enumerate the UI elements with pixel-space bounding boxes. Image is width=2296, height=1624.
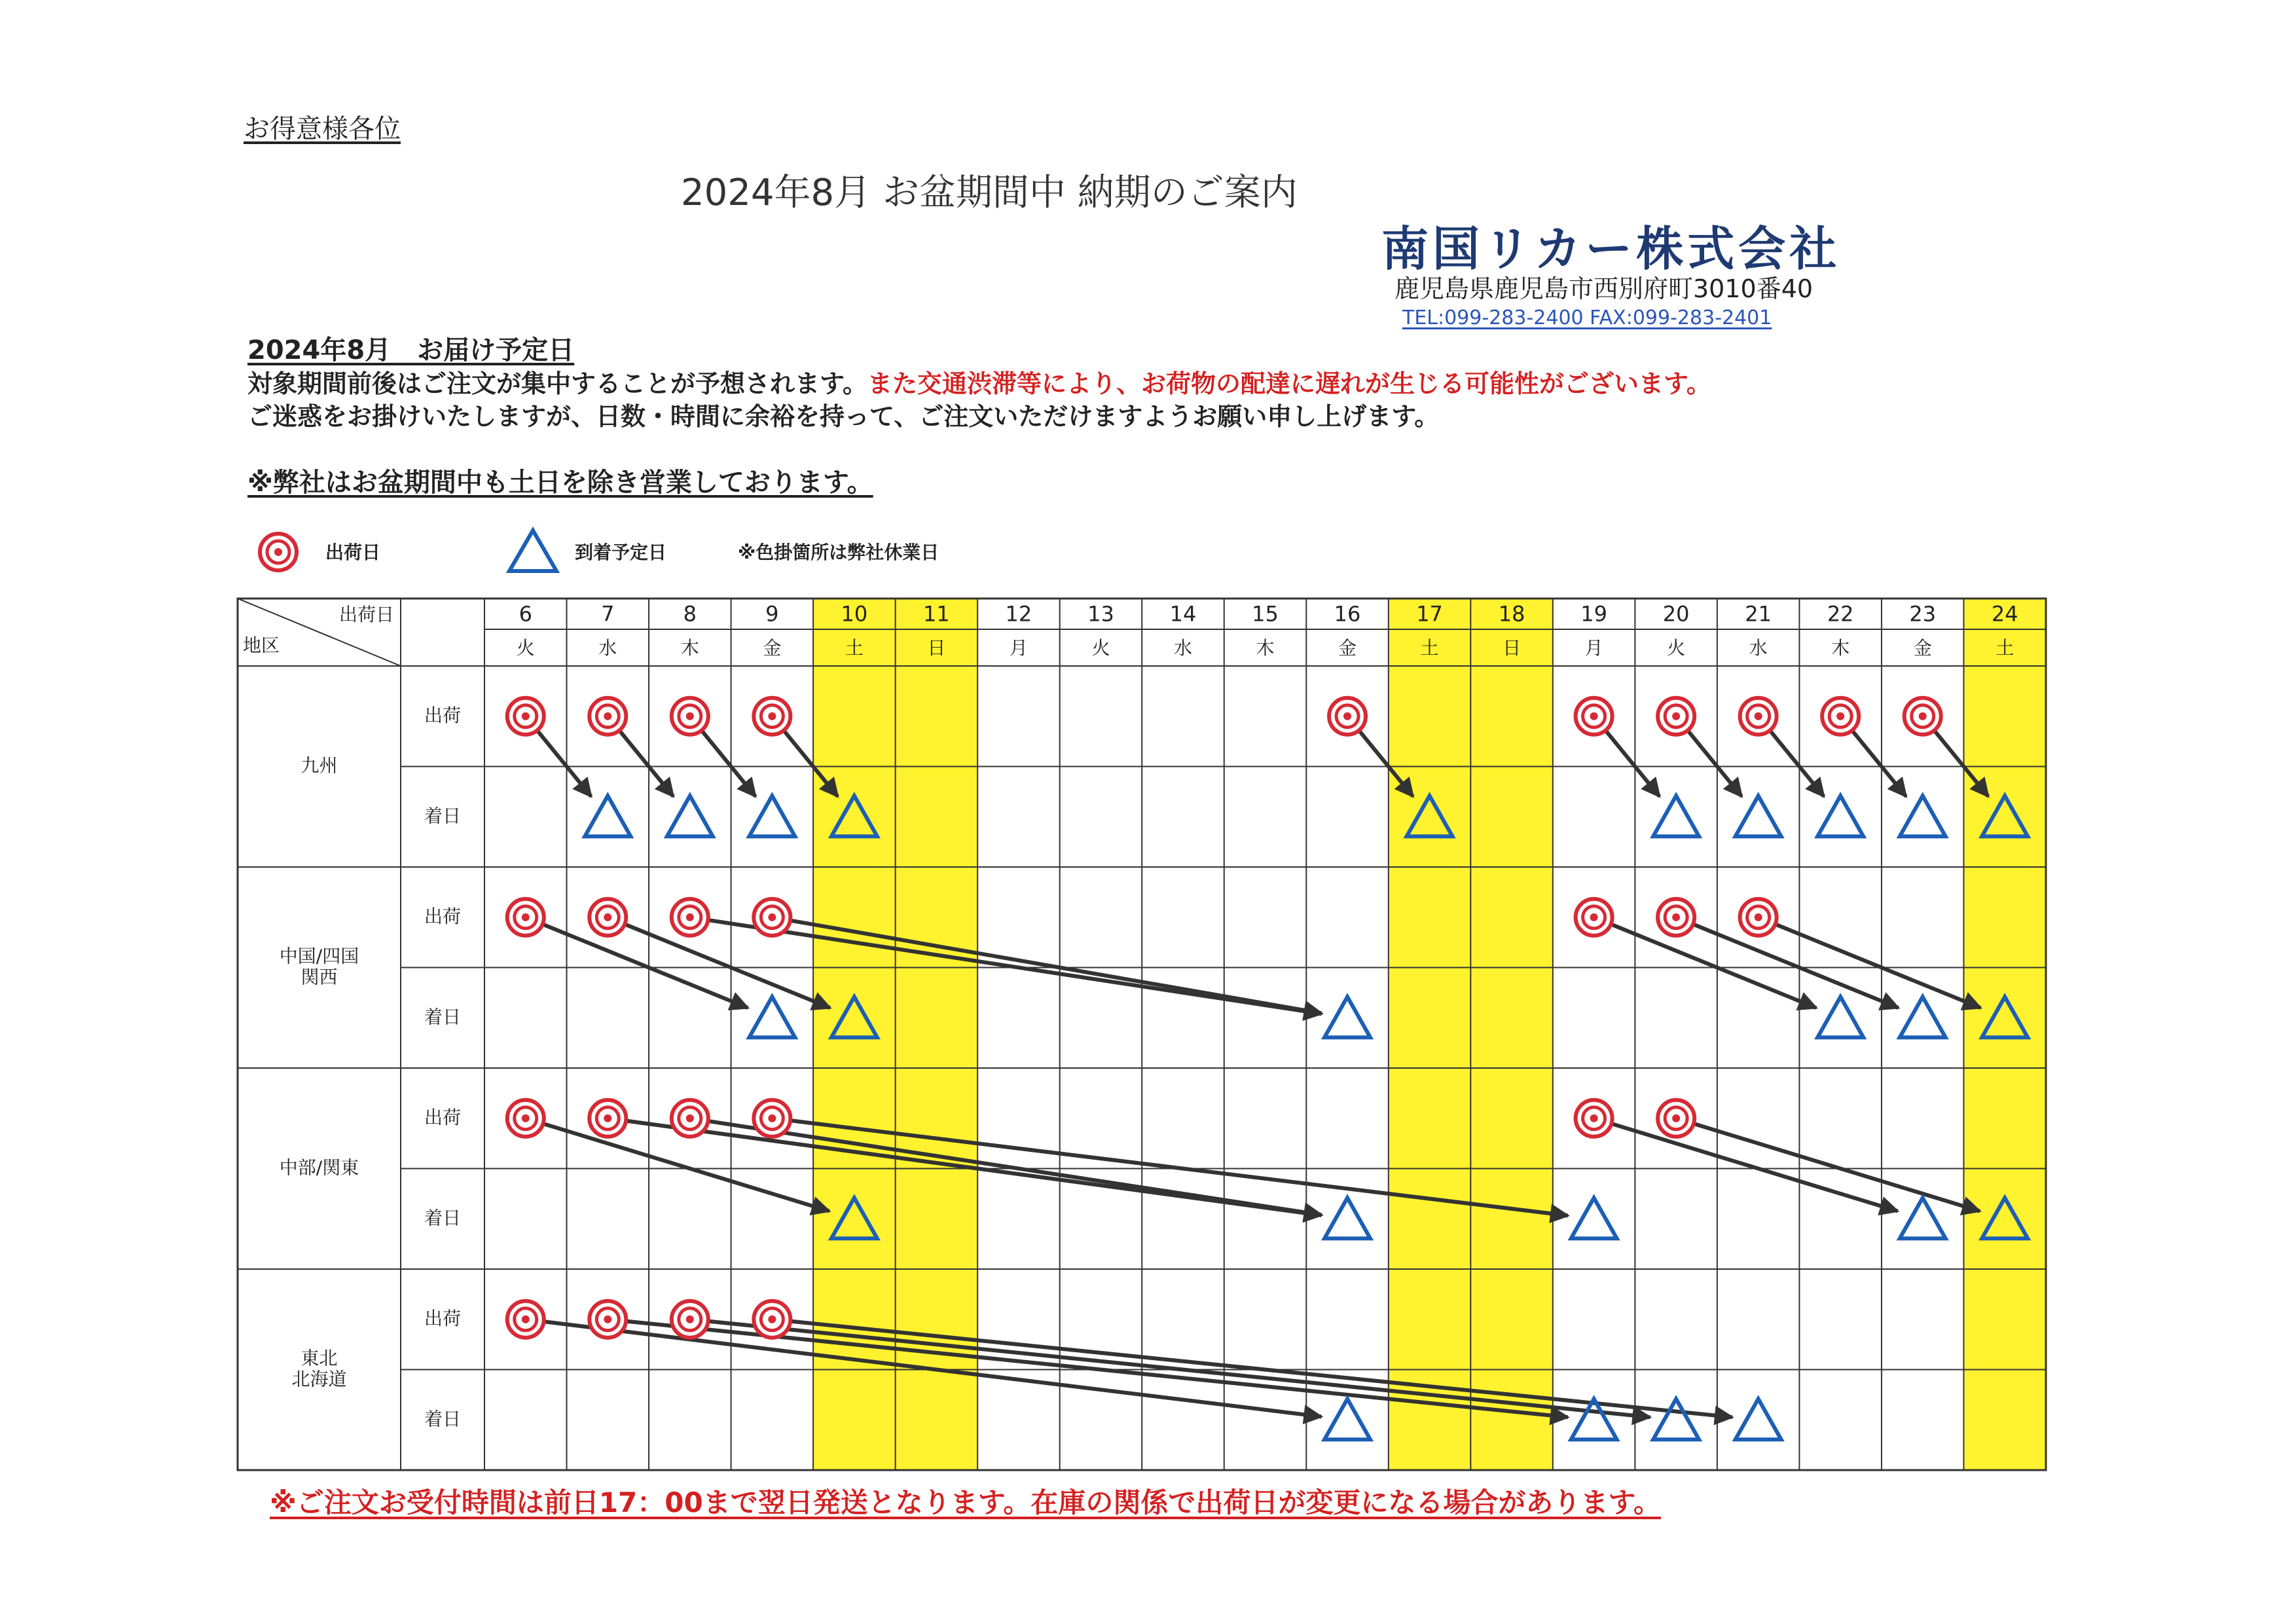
- ship-marker: [672, 1301, 708, 1338]
- route-arrow: [624, 924, 830, 1008]
- day-weekday: 水: [598, 637, 617, 659]
- day-number: 16: [1334, 601, 1361, 627]
- day-number: 24: [1991, 601, 2018, 627]
- day-number: 6: [519, 601, 532, 627]
- arrival-marker: [1817, 997, 1863, 1037]
- route-arrow: [1851, 730, 1906, 797]
- ship-marker: [1576, 698, 1613, 735]
- day-number: 23: [1909, 601, 1937, 627]
- holiday-column: [1470, 599, 1553, 1470]
- region-name: 九州: [301, 754, 338, 777]
- ship-marker: [1576, 899, 1613, 936]
- day-weekday: 木: [1831, 637, 1850, 659]
- day-weekday: 火: [1667, 637, 1686, 659]
- region-name: 東北: [301, 1347, 338, 1369]
- day-number: 13: [1087, 601, 1114, 627]
- day-weekday: 土: [845, 637, 864, 659]
- row-label-arrive: 着日: [424, 805, 462, 827]
- arrival-marker: [1900, 796, 1946, 836]
- ship-marker: [672, 1100, 708, 1137]
- page-title: 2024年8月 お盆期間中 納期のご案内: [681, 172, 1298, 214]
- notice-line-2: ご迷惑をお掛けいたしますが、日数・時間に余裕を持って、ご注文いただけますようお願い申し上げます。: [247, 402, 1440, 431]
- arrival-marker: [1900, 997, 1946, 1037]
- ship-marker: [507, 1301, 544, 1338]
- day-number: 22: [1827, 601, 1854, 627]
- company-name: 南国リカー株式会社: [1381, 221, 1841, 276]
- holiday-column: [1389, 599, 1471, 1470]
- day-number: 17: [1416, 601, 1443, 627]
- arrival-marker: [585, 796, 630, 836]
- route-arrow: [1770, 730, 1824, 797]
- ship-marker: [1822, 698, 1859, 735]
- route-arrow: [1687, 730, 1741, 797]
- day-weekday: 金: [763, 637, 782, 659]
- notice-line-1-warning: また交通渋滞等により、お荷物の配達に遅れが生じる可能性がございます。: [867, 369, 1711, 398]
- row-label-ship: 出荷: [424, 905, 462, 927]
- section-heading: 2024年8月 お届け予定日: [247, 335, 575, 365]
- arrival-marker: [749, 997, 795, 1037]
- arrival-marker: [1571, 1198, 1617, 1238]
- ship-marker: [1576, 1100, 1613, 1137]
- ship-marker: [1658, 698, 1694, 735]
- route-arrow: [619, 730, 673, 797]
- row-label-ship: 出荷: [424, 704, 462, 726]
- row-label-ship: 出荷: [424, 1106, 462, 1128]
- corner-region-label: 地区: [243, 635, 280, 656]
- ship-marker: [754, 899, 790, 936]
- day-number: 15: [1252, 601, 1279, 627]
- row-label-arrive: 着日: [424, 1006, 462, 1028]
- day-number: 14: [1169, 601, 1197, 627]
- ship-marker: [1658, 1100, 1694, 1137]
- day-number: 21: [1745, 601, 1772, 627]
- ship-marker: [754, 1100, 790, 1137]
- order-cutoff-note: ※ご注文お受付時間は前日17：00まで翌日発送となります。在庫の関係で出荷日が変更になる場合があります。: [270, 1486, 1662, 1519]
- day-weekday: 木: [680, 637, 699, 659]
- ship-marker: [589, 1301, 626, 1338]
- arrival-marker: [1653, 796, 1699, 836]
- arrival-marker: [667, 796, 713, 836]
- day-weekday: 水: [1173, 637, 1192, 659]
- day-number: 9: [765, 601, 779, 627]
- day-number: 7: [601, 601, 615, 627]
- day-number: 19: [1580, 601, 1607, 627]
- ship-marker: [1904, 698, 1941, 735]
- day-weekday: 土: [1995, 637, 2014, 659]
- ship-marker: [754, 1301, 790, 1338]
- route-arrow: [701, 730, 756, 797]
- route-arrow: [542, 924, 748, 1008]
- row-label-arrive: 着日: [424, 1408, 462, 1430]
- day-weekday: 木: [1256, 637, 1275, 659]
- ship-marker: [754, 698, 790, 735]
- arrival-marker: [1653, 1399, 1699, 1439]
- row-label-ship: 出荷: [424, 1307, 462, 1329]
- ship-marker: [589, 1100, 626, 1137]
- route-arrow: [1775, 924, 1981, 1008]
- region-name: 中部/関東: [279, 1156, 359, 1179]
- holiday-column: [1963, 599, 2046, 1470]
- arrival-marker: [1324, 1198, 1370, 1238]
- route-arrow: [537, 730, 591, 797]
- day-number: 8: [683, 601, 697, 627]
- arrival-marker: [1736, 1399, 1781, 1439]
- region-name: 関西: [301, 966, 338, 988]
- ship-marker: [507, 899, 544, 936]
- region-name: 中国/四国: [279, 945, 359, 967]
- arrival-marker: [1324, 1399, 1370, 1439]
- ship-marker: [1329, 698, 1366, 735]
- holiday-legend-label: ※色掛箇所は弊社休業日: [738, 542, 939, 563]
- arrival-marker: [1736, 796, 1781, 836]
- addressee: お得意様各位: [244, 114, 401, 144]
- day-number: 12: [1005, 601, 1032, 627]
- route-arrow: [1605, 730, 1660, 797]
- day-number: 18: [1498, 601, 1525, 627]
- notice-line-1-text: 対象期間前後はご注文が集中することが予想されます。: [247, 369, 867, 398]
- day-weekday: 月: [1584, 637, 1603, 659]
- day-weekday: 日: [1503, 637, 1522, 659]
- day-weekday: 金: [1913, 637, 1932, 659]
- corner-ship-date-label: 出荷日: [338, 604, 394, 625]
- arrival-marker: [1324, 997, 1370, 1037]
- ship-legend-label: 出荷日: [325, 542, 381, 563]
- day-weekday: 日: [927, 637, 946, 659]
- day-weekday: 月: [1009, 637, 1028, 659]
- ship-marker: [672, 899, 708, 936]
- company-address: 鹿児島県鹿児島市西別府町3010番40: [1394, 274, 1813, 303]
- day-weekday: 火: [1091, 637, 1110, 659]
- arrival-marker: [1817, 796, 1863, 836]
- arrival-marker: [1900, 1198, 1946, 1238]
- company-contact: TEL:099-283-2400 FAX:099-283-2401: [1402, 306, 1772, 329]
- ship-marker: [1740, 698, 1777, 735]
- ship-marker: [672, 698, 708, 735]
- ship-marker: [507, 1100, 544, 1137]
- day-weekday: 金: [1338, 637, 1357, 659]
- route-arrow: [1692, 924, 1899, 1008]
- arrival-marker: [749, 796, 795, 836]
- day-number: 10: [841, 601, 868, 627]
- ship-marker: [1740, 899, 1777, 936]
- route-arrow: [1693, 1124, 1980, 1211]
- route-arrow: [1611, 1124, 1897, 1211]
- notice-line-3: ※弊社はお盆期間中も土日を除き営業しております。: [247, 468, 873, 498]
- day-weekday: 水: [1749, 637, 1768, 659]
- day-number: 20: [1662, 601, 1690, 627]
- route-arrow: [1611, 924, 1817, 1008]
- arrive-legend-label: 到着予定日: [575, 542, 667, 563]
- ship-marker: [1658, 899, 1694, 936]
- day-number: 11: [923, 601, 950, 627]
- day-weekday: 火: [516, 637, 535, 659]
- ship-marker: [589, 698, 626, 735]
- ship-marker: [507, 698, 544, 735]
- ship-marker: [589, 899, 626, 936]
- row-label-arrive: 着日: [424, 1207, 462, 1229]
- region-name: 北海道: [291, 1368, 347, 1390]
- day-weekday: 土: [1420, 637, 1439, 659]
